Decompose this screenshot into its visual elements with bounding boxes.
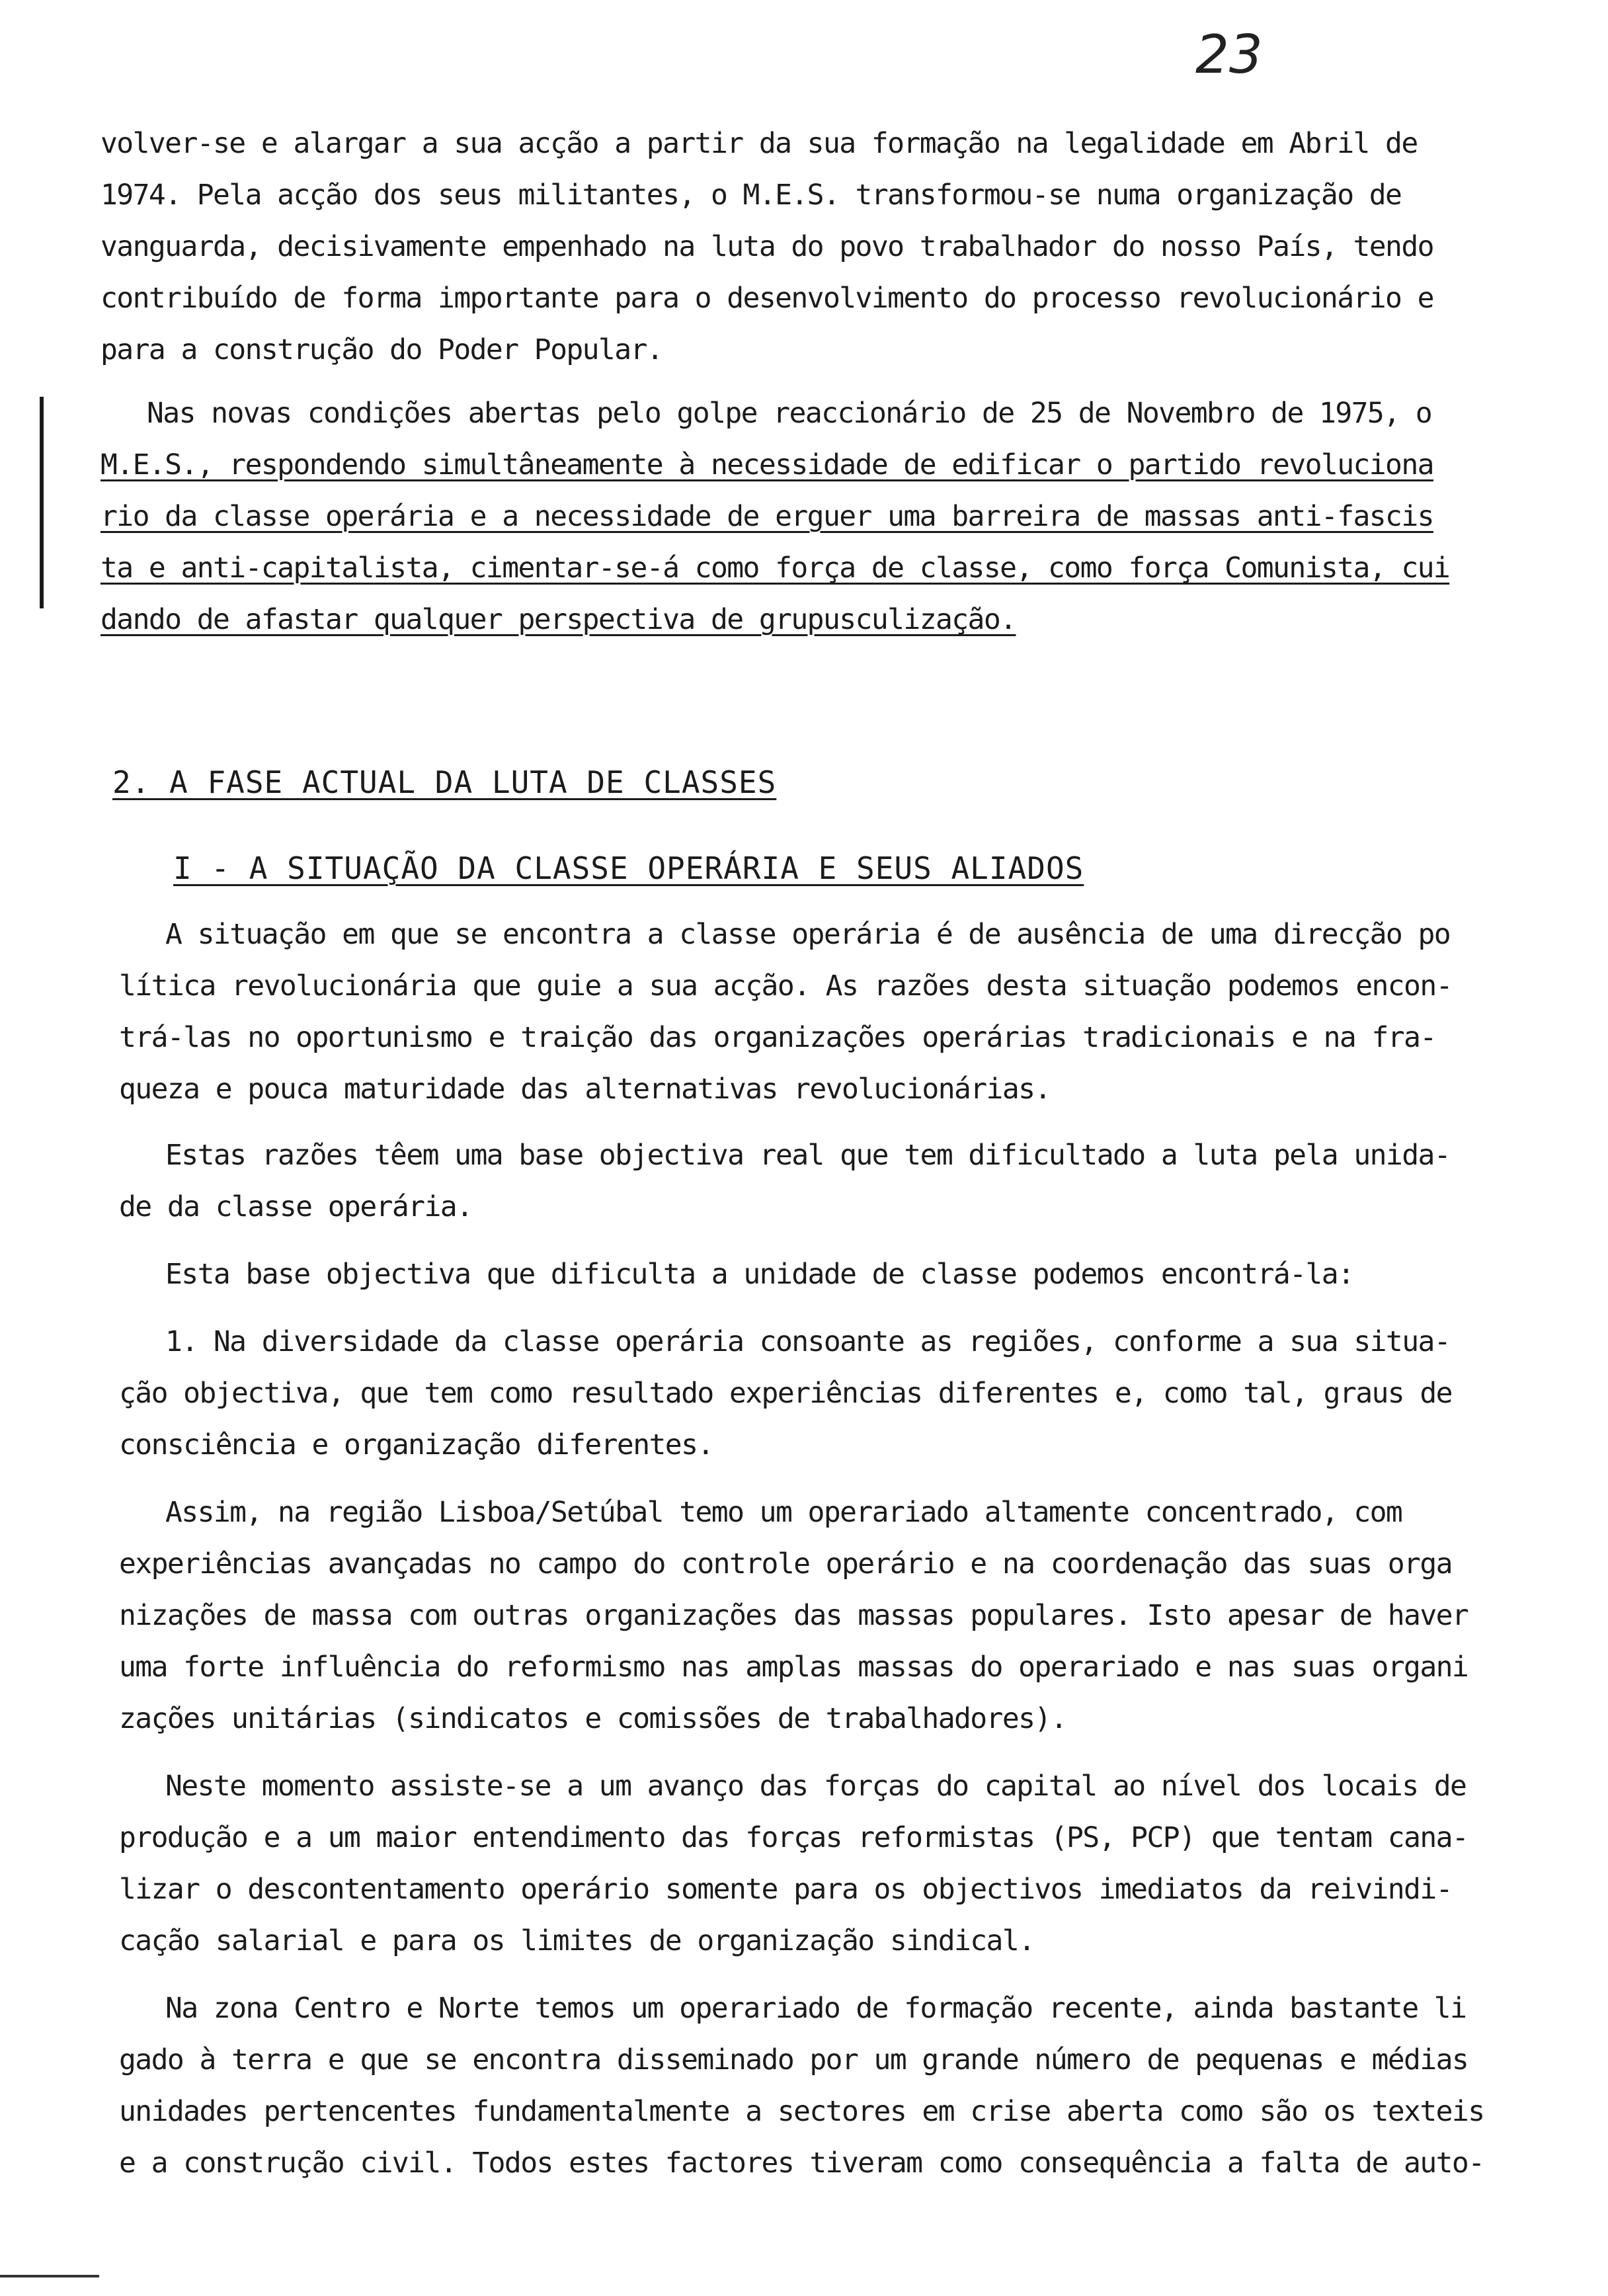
text-line: Neste momento assiste-se a um avanço das forças do capital ao nível dos locais de xyxy=(165,1770,1467,1803)
text-line: uma forte influência do reformismo nas amplas massas do operariado e nas suas organi xyxy=(119,1651,1468,1684)
text-line: lítica revolucionária que guie a sua acção. As razões desta situação podemos encon- xyxy=(119,969,1452,1003)
bottom-edge-mark xyxy=(0,2275,99,2277)
page-number: 23 xyxy=(1195,24,1263,85)
text-line: vanguarda, decisivamente empenhado na luta do povo trabalhador do nosso País, tendo xyxy=(100,230,1433,263)
text-line: experiências avançadas no campo do controle operário e na coordenação das suas orga xyxy=(119,1547,1452,1580)
text-line: produção e a um maior entendimento das forças reformistas (PS, PCP) que tentam cana- xyxy=(119,1821,1468,1854)
text-line: rio da classe operária e a necessidade de erguer uma barreira de massas anti-fascis xyxy=(100,500,1433,533)
text-line: Nas novas condições abertas pelo golpe reaccionário de 25 de Novembro de 1975, o xyxy=(147,397,1432,430)
text-line: 1974. Pela acção dos seus militantes, o M.E.S. transformou-se numa organização de xyxy=(100,179,1402,212)
text-line: cação salarial e para os limites de organização sindical. xyxy=(119,1924,1035,1957)
margin-marker xyxy=(40,397,44,608)
text-line: para a construção do Poder Popular. xyxy=(100,333,663,366)
text-line: nizações de massa com outras organizações das massas populares. Isto apesar de haver xyxy=(119,1599,1468,1632)
text-line: unidades pertencentes fundamentalmente a sectores em crise aberta como são os texteis xyxy=(119,2095,1484,2128)
text-line: volver-se e alargar a sua acção a partir da sua formação na legalidade em Abril de xyxy=(100,127,1418,160)
text-line: Assim, na região Lisboa/Setúbal temo um operariado altamente concentrado, com xyxy=(165,1496,1402,1529)
text-line: de da classe operária. xyxy=(119,1190,473,1223)
text-line: Na zona Centro e Norte temos um operariado de formação recente, ainda bastante li xyxy=(165,1992,1467,2025)
text-line: M.E.S., respondendo simultâneamente à necessidade de edificar o partido revoluciona xyxy=(100,448,1433,481)
text-line: A situação em que se encontra a classe operária é de ausência de uma direcção po xyxy=(165,918,1451,951)
subsection-heading: I - A SITUAÇÃO DA CLASSE OPERÁRIA E SEUS ALIADOS xyxy=(173,850,1084,886)
text-line: ta e anti-capitalista, cimentar-se-á como força de classe, como força Comunista, cui xyxy=(100,552,1450,585)
text-line: e a construção civil. Todos estes factores tiveram como consequência a falta de auto- xyxy=(119,2147,1484,2180)
text-line: zações unitárias (sindicatos e comissões de trabalhadores). xyxy=(119,1702,1067,1735)
text-line: trá-las no oportunismo e traição das organizações operárias tradicionais e na fra- xyxy=(119,1021,1436,1054)
text-line: Esta base objectiva que dificulta a unidade de classe podemos encontrá-la: xyxy=(165,1258,1354,1291)
text-line: contribuído de forma importante para o desenvolvimento do processo revolucionário e xyxy=(100,282,1433,315)
text-line: lizar o descontentamento operário somente para os objectivos imediatos da reivindi- xyxy=(119,1873,1452,1906)
text-line: ção objectiva, que tem como resultado experiências diferentes e, como tal, graus de xyxy=(119,1377,1452,1410)
text-line: gado à terra e que se encontra disseminado por um grande número de pequenas e médias xyxy=(119,2043,1468,2076)
text-line: Estas razões têem uma base objectiva real que tem dificultado a luta pela unida- xyxy=(165,1139,1451,1172)
section-heading: 2. A FASE ACTUAL DA LUTA DE CLASSES xyxy=(112,764,777,800)
text-line: 1. Na diversidade da classe operária consoante as regiões, conforme a sua situa- xyxy=(165,1325,1451,1358)
text-line: dando de afastar qualquer perspectiva de grupusculização. xyxy=(100,603,1016,636)
text-line: consciência e organização diferentes. xyxy=(119,1428,713,1461)
text-line: queza e pouca maturidade das alternativas revolucionárias. xyxy=(119,1073,1051,1106)
